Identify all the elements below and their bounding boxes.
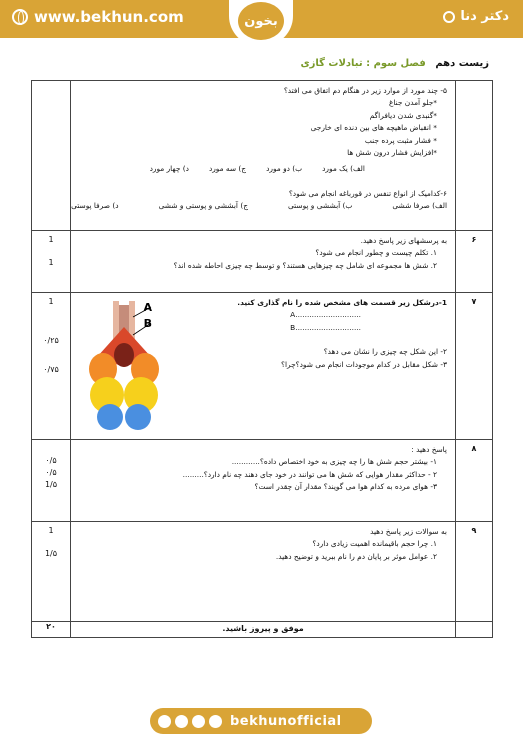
option[interactable]: د) صرفا پوستی — [71, 201, 119, 211]
q5-options — [77, 163, 447, 175]
score: 1 — [48, 258, 54, 267]
q8-intro: پاسخ دهید : — [411, 445, 447, 454]
score-cell — [32, 81, 71, 231]
score: 1 — [48, 235, 54, 244]
respiratory-diagram — [77, 297, 171, 433]
score: 1 — [48, 297, 54, 306]
q5-item: * انقباض ماهیچه های بین دنده ای خارجی — [310, 123, 437, 133]
q5-item: *گنبدی شدن دیافراگم — [369, 110, 437, 120]
social-bar[interactable] — [150, 708, 372, 734]
q6-options — [71, 200, 447, 212]
q6-stem: ۶-کدامیک از انواع تنفس در قورباغه انجام می شود؟ — [288, 188, 447, 198]
q8-item: ۳- هوای مرده به کدام هوا می گویند؟ مقدار آن چقدر است؟ — [254, 482, 437, 492]
q5-item: *افزایش فشار درون شش ها — [347, 148, 437, 158]
score: 1 — [48, 526, 54, 535]
score: ۰/۵ — [45, 456, 57, 465]
table-row — [32, 622, 493, 638]
site-url-text: www.bekhun.com — [34, 8, 184, 26]
score-cell — [32, 231, 71, 293]
question-number-text: ۹ — [471, 526, 477, 535]
blue-lobe-shape — [97, 404, 123, 430]
score: 1/۵ — [44, 549, 58, 558]
brand-name: دکتر دنا — [460, 9, 509, 24]
q9-item: ۱. چرا حجم باقیمانده اهمیت زیادی دارد؟ — [312, 539, 437, 549]
q5-item: * فشار مثبت پرده جنب — [364, 135, 437, 145]
logo-text: بخون — [244, 13, 278, 29]
logo — [238, 2, 284, 40]
q5-stem: ۵- چند مورد از موارد زیر در هنگام دم اتفاق می افتد؟ — [283, 86, 447, 95]
exam-table — [31, 80, 493, 638]
option[interactable]: الف) یک مورد — [322, 164, 365, 174]
label-a: A — [143, 301, 152, 314]
question-number — [456, 81, 493, 231]
score-cell — [32, 440, 71, 522]
option[interactable]: الف) صرفا ششی — [392, 201, 447, 211]
question-number — [456, 522, 493, 622]
blue-lobe-shape — [125, 404, 151, 430]
q8-item: ۲ - حداکثر مقدار هوایی که شش ها می توانند در خود جای دهند چه نام دارد؟......... — [182, 469, 437, 479]
brand-icon — [443, 11, 455, 23]
question-number-text: ۸ — [471, 444, 477, 453]
q9-intro: به سوالات زیر پاسخ دهید — [370, 527, 447, 536]
table-row — [32, 440, 493, 522]
score: ۰/۷۵ — [43, 365, 59, 374]
table-row — [32, 522, 493, 622]
q7-item: ۲- این شکل چه چیزی را نشان می دهد؟ — [323, 347, 447, 357]
site-url[interactable] — [12, 8, 184, 26]
q7-blank-b[interactable]: ............................B — [290, 322, 361, 332]
question-number — [456, 231, 493, 293]
option[interactable]: ج) آبششی و پوستی و ششی — [158, 201, 248, 211]
brand — [443, 9, 509, 24]
aparat-icon[interactable] — [209, 715, 222, 728]
q7-item: ۳- شکل مقابل در کدام موجودات انجام می شود؟چرا؟ — [281, 359, 447, 369]
youtube-icon[interactable] — [175, 715, 188, 728]
social-handle: bekhunofficial — [230, 713, 342, 729]
q5-item: *جلو آمدن جناغ — [388, 98, 437, 108]
empty-cell — [456, 622, 493, 638]
score-cell — [32, 522, 71, 622]
score-cell — [32, 293, 71, 440]
q9-item: ۲. عوامل موثر بر پایان دم را نام ببرید و توضیح دهید. — [275, 551, 437, 561]
table-row — [32, 81, 493, 231]
instagram-icon[interactable] — [158, 715, 171, 728]
table-row — [32, 231, 493, 293]
option[interactable]: ب) دو مورد — [266, 164, 303, 174]
q6-item: ۲. شش ها مجموعه ای شامل چه چیزهایی هستند؟ و توسط چه چیزی احاطه شده اند؟ — [173, 260, 437, 270]
question-cell — [71, 440, 456, 522]
q8-item: ۱- بیشتر حجم شش ها را چه چیزی به خود اختصاص داده؟............ — [231, 457, 437, 467]
question-number — [456, 293, 493, 440]
question-cell — [71, 231, 456, 293]
score: ۰/۵ — [45, 468, 57, 477]
heart-shape — [114, 343, 134, 367]
score: ۰/۲۵ — [43, 336, 59, 345]
question-number — [456, 440, 493, 522]
score: 1/۵ — [44, 480, 58, 489]
question-cell — [71, 522, 456, 622]
page-title — [300, 58, 489, 69]
q7-intro: 1-درشکل زیر قسمت های مشخص شده را نام گذاری کنید. — [237, 298, 447, 307]
table-row — [32, 293, 493, 440]
telegram-icon[interactable] — [192, 715, 205, 728]
question-number-text: ۶ — [471, 235, 477, 244]
question-cell — [71, 81, 456, 231]
question-cell — [71, 293, 456, 440]
total-score: ۲۰ — [32, 622, 71, 638]
footer — [0, 706, 523, 740]
good-luck-message: موفق و پیروز باشید. — [71, 622, 456, 638]
option[interactable]: ب) آبششی و پوستی — [288, 201, 353, 211]
question-number-text: ۷ — [471, 297, 477, 306]
grade-title: زیست دهم — [435, 58, 489, 69]
q7-blank-a[interactable]: ............................A — [290, 310, 361, 320]
option[interactable]: د) چهار مورد — [149, 164, 189, 174]
option[interactable]: ج) سه مورد — [208, 164, 247, 174]
label-b: B — [143, 317, 152, 330]
q6-intro: به پرسشهای زیر پاسخ دهید. — [360, 236, 447, 245]
globe-icon — [12, 9, 28, 25]
chapter-title: فصل سوم : تبادلات گازی — [300, 58, 426, 69]
q6-item: ۱. تکلم چیست و چطور انجام می شود؟ — [315, 248, 437, 258]
